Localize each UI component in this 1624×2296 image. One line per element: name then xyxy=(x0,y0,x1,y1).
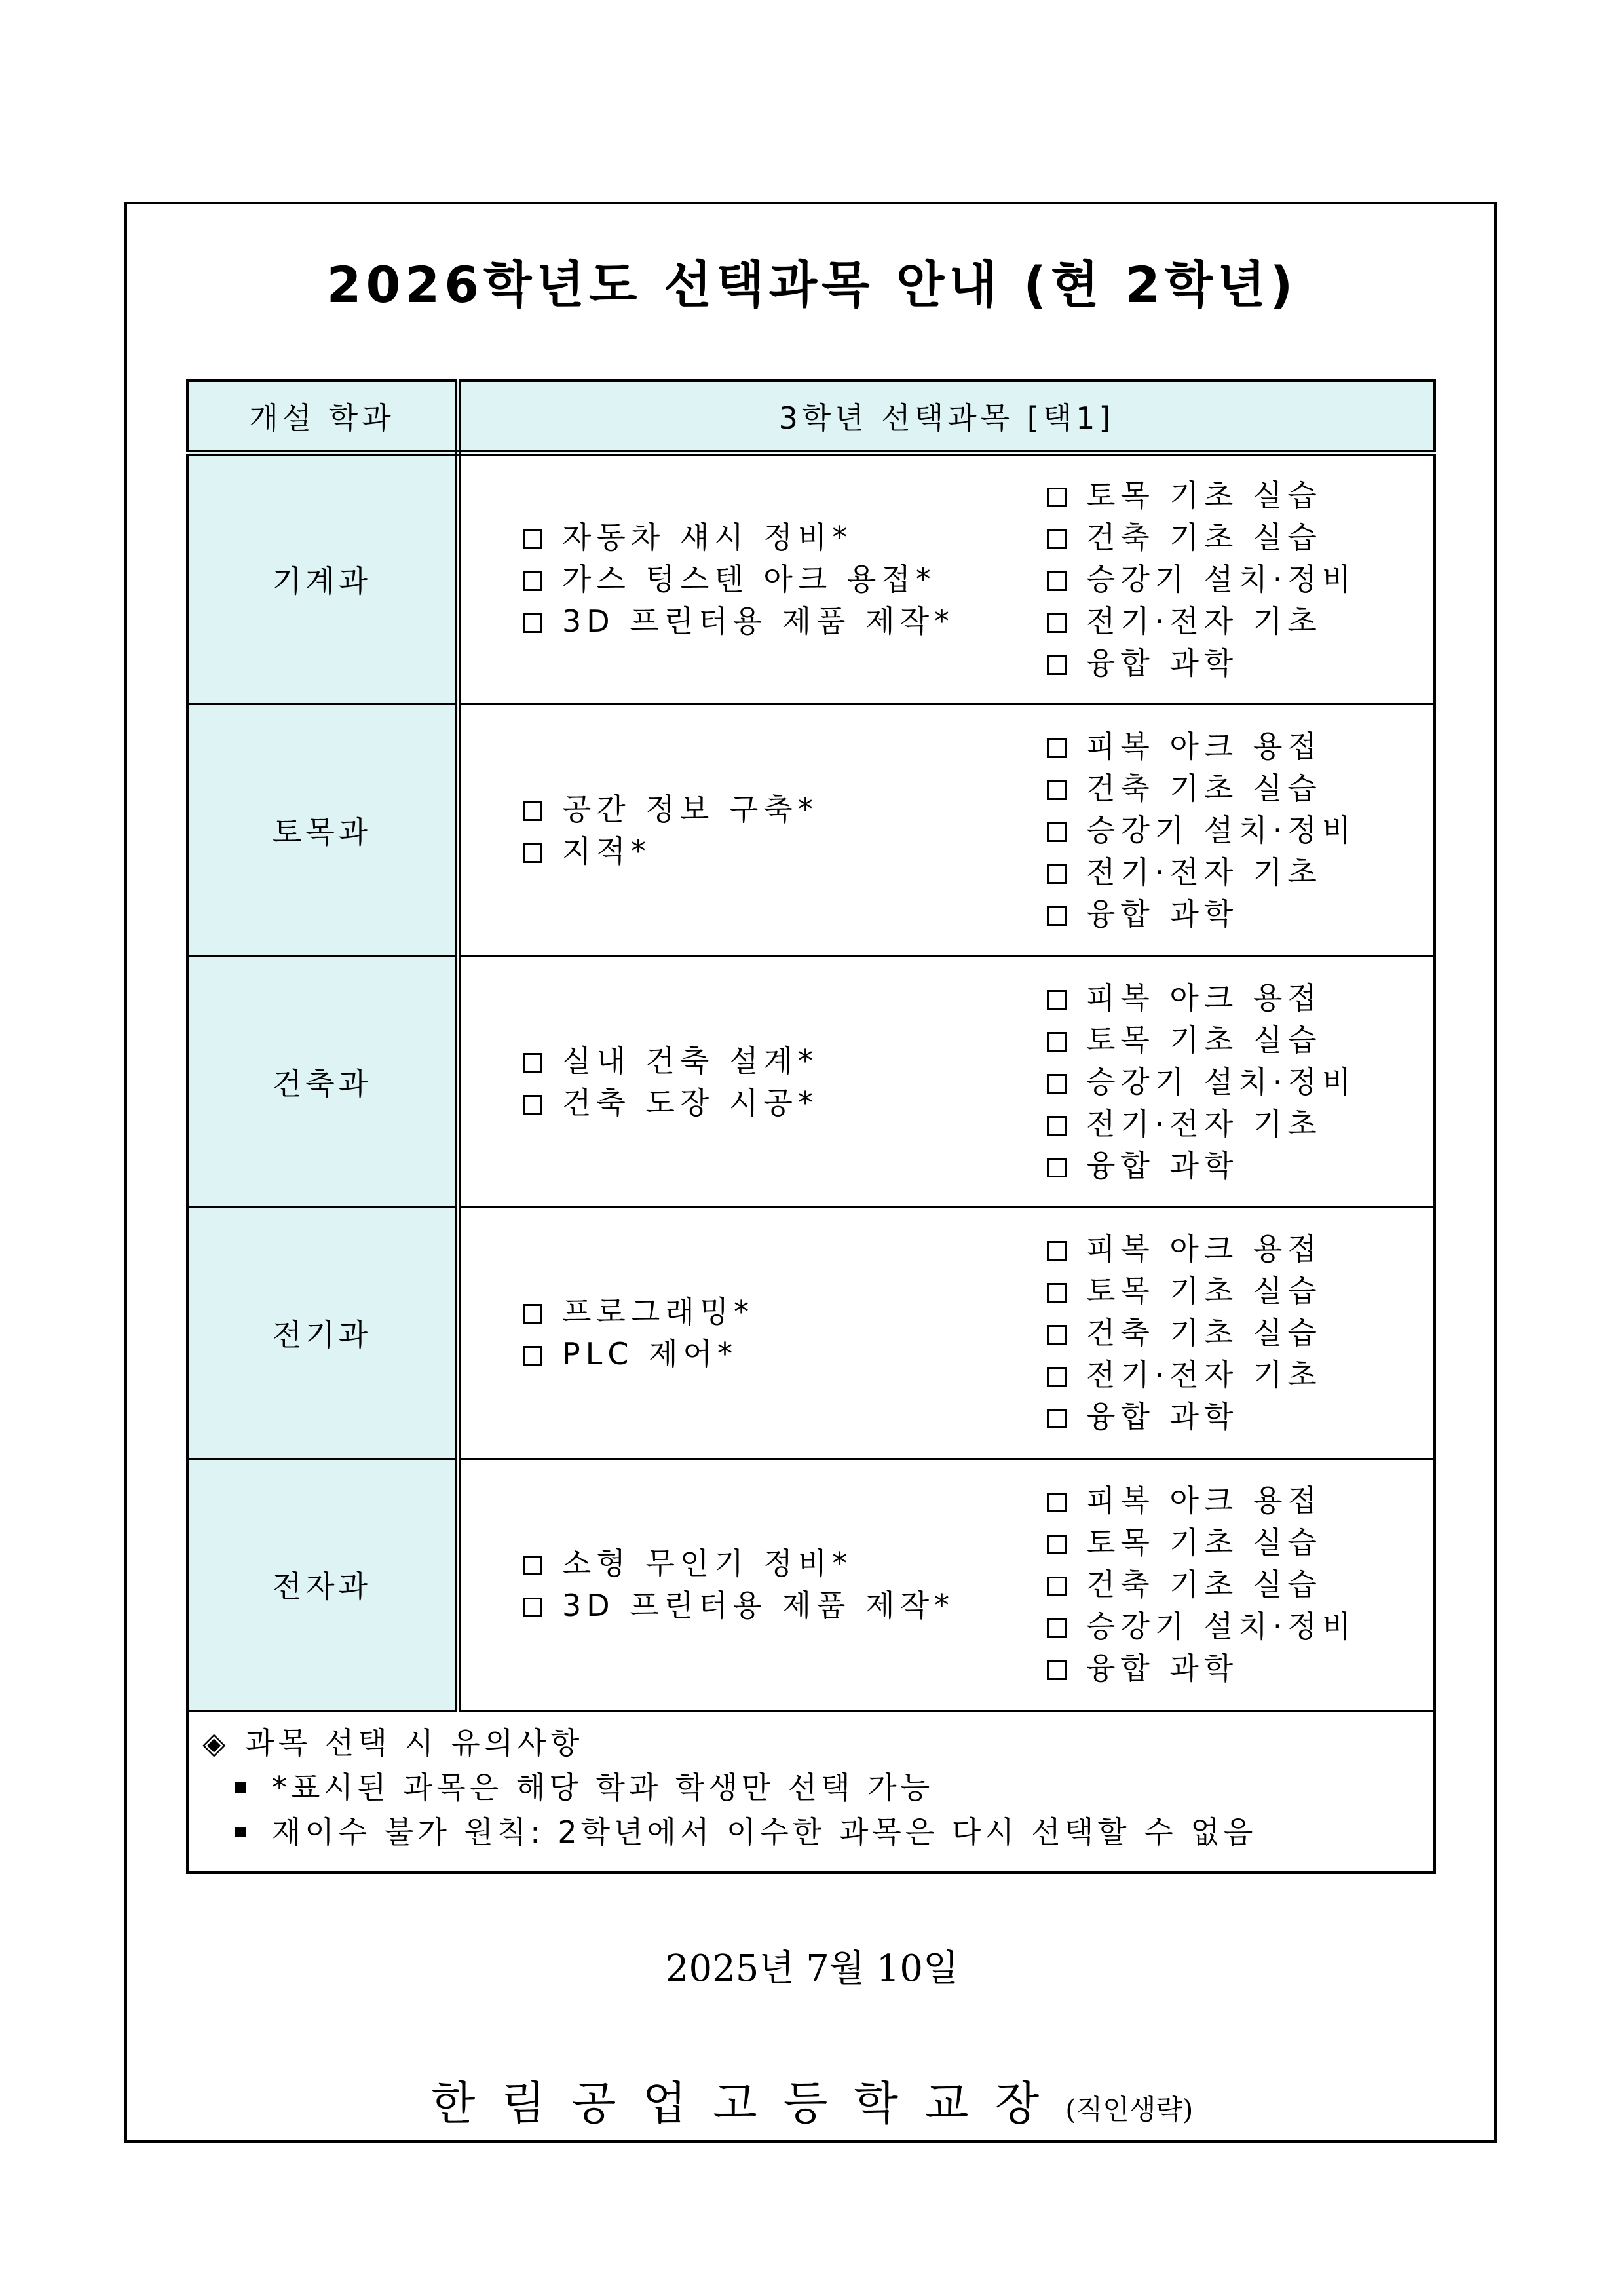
course-option[interactable] xyxy=(1047,558,1356,600)
checkbox-icon[interactable] xyxy=(1047,1618,1067,1638)
course-label: PLC 제어* xyxy=(562,1336,738,1372)
checkbox-icon[interactable] xyxy=(523,1053,542,1073)
department-name: 토목과 xyxy=(188,704,458,956)
course-label: 가스 텅스텐 아크 용접* xyxy=(562,562,936,598)
course-label: 융합 과학 xyxy=(1086,896,1239,932)
course-option[interactable] xyxy=(1047,1145,1356,1187)
common-courses xyxy=(1047,1460,1356,1710)
department-name: 전기과 xyxy=(188,1208,458,1459)
checkbox-icon[interactable] xyxy=(1047,906,1067,926)
page-title: 2026학년도 선택과목 안내 (현 2학년) xyxy=(326,256,1298,314)
course-label: 소형 무인기 정비* xyxy=(562,1546,853,1582)
notes-row xyxy=(188,1710,1435,1872)
course-option[interactable] xyxy=(1047,600,1356,642)
checkbox-icon[interactable] xyxy=(523,571,542,591)
checkbox-icon[interactable] xyxy=(1047,1325,1067,1345)
checkbox-icon[interactable] xyxy=(1047,1577,1067,1596)
department-only-courses xyxy=(523,1460,954,1710)
course-label: 토목 기초 실습 xyxy=(1086,1273,1322,1309)
course-option[interactable] xyxy=(523,1291,754,1333)
course-option[interactable] xyxy=(1047,1019,1356,1061)
course-label: 토목 기초 실습 xyxy=(1086,1525,1322,1561)
course-option[interactable] xyxy=(523,516,954,558)
course-options-cell xyxy=(458,956,1435,1208)
course-option[interactable] xyxy=(1047,1480,1356,1521)
checkbox-icon[interactable] xyxy=(523,1556,542,1575)
checkbox-icon[interactable] xyxy=(523,613,542,633)
course-option[interactable] xyxy=(1047,767,1356,809)
course-label: 융합 과학 xyxy=(1086,1399,1239,1435)
checkbox-icon[interactable] xyxy=(523,1095,542,1115)
checkbox-icon[interactable] xyxy=(1047,780,1067,800)
course-label: 건축 기초 실습 xyxy=(1086,770,1322,806)
department-only-courses xyxy=(523,456,954,704)
common-courses xyxy=(1047,705,1356,955)
course-label: 실내 건축 설계* xyxy=(562,1043,818,1079)
table-row xyxy=(188,704,1435,956)
course-label: 융합 과학 xyxy=(1086,1651,1239,1687)
course-option[interactable] xyxy=(523,600,954,642)
course-options-cell xyxy=(458,1459,1435,1710)
course-label: 토목 기초 실습 xyxy=(1086,1022,1322,1058)
course-label: 지적* xyxy=(562,833,651,869)
square-bullet-icon xyxy=(235,1827,246,1837)
course-label: 전기·전자 기초 xyxy=(1086,603,1322,640)
course-option[interactable] xyxy=(1047,1647,1356,1689)
course-label: 전기·전자 기초 xyxy=(1086,854,1322,890)
department-only-courses xyxy=(523,957,818,1206)
course-label: 자동차 섀시 정비* xyxy=(562,520,853,556)
checkbox-icon[interactable] xyxy=(1047,1535,1067,1554)
course-option[interactable] xyxy=(1047,1312,1322,1354)
course-option[interactable] xyxy=(1047,725,1356,767)
common-courses xyxy=(1047,1208,1322,1458)
checkbox-icon[interactable] xyxy=(1047,864,1067,884)
course-label: 피복 아크 용접 xyxy=(1086,1231,1322,1267)
notes-title: ◈ 과목 선택 시 유의사항 xyxy=(202,1725,584,1761)
square-bullet-icon xyxy=(235,1782,246,1793)
course-label: 융합 과학 xyxy=(1086,1147,1239,1183)
course-option[interactable] xyxy=(523,1584,954,1626)
note-item: *표시된 과목은 해당 학과 학생만 선택 가능 xyxy=(202,1765,1433,1810)
course-label: 건축 기초 실습 xyxy=(1086,1315,1322,1351)
principal-title: 한림공업고등학교장 xyxy=(430,2076,1066,2130)
header-department: 개설 학과 xyxy=(188,381,458,453)
checkbox-icon[interactable] xyxy=(523,529,542,549)
checkbox-icon[interactable] xyxy=(1047,738,1067,758)
course-option[interactable] xyxy=(1047,809,1356,851)
course-option[interactable] xyxy=(1047,1563,1356,1605)
course-label: 피복 아크 용접 xyxy=(1086,980,1322,1016)
checkbox-icon[interactable] xyxy=(523,801,542,821)
checkbox-icon[interactable] xyxy=(1047,1283,1067,1303)
course-label: 융합 과학 xyxy=(1086,645,1239,681)
table-header-row xyxy=(188,381,1435,453)
course-label: 전기·전자 기초 xyxy=(1086,1357,1322,1393)
course-label: 피복 아크 용접 xyxy=(1086,1483,1322,1519)
course-label: 토목 기초 실습 xyxy=(1086,478,1322,514)
table-row xyxy=(188,1459,1435,1710)
checkbox-icon[interactable] xyxy=(1047,1409,1067,1428)
checkbox-icon[interactable] xyxy=(1047,822,1067,842)
common-courses xyxy=(1047,456,1356,704)
checkbox-icon[interactable] xyxy=(1047,613,1067,633)
table-row xyxy=(188,453,1435,704)
checkbox-icon[interactable] xyxy=(1047,990,1067,1010)
table-row xyxy=(188,1208,1435,1459)
diamond-icon: ◈ xyxy=(202,1725,230,1761)
checkbox-icon[interactable] xyxy=(523,843,542,863)
checkbox-icon[interactable] xyxy=(1047,1241,1067,1261)
checkbox-icon[interactable] xyxy=(1047,488,1067,507)
course-label: 공간 정보 구축* xyxy=(562,791,818,827)
course-option[interactable] xyxy=(1047,893,1356,935)
course-label: 건축 기초 실습 xyxy=(1086,520,1322,556)
course-option[interactable] xyxy=(523,1082,818,1124)
course-label: 승강기 설치·정비 xyxy=(1086,812,1357,848)
course-option[interactable] xyxy=(523,1542,954,1584)
department-name: 전자과 xyxy=(188,1459,458,1710)
course-option[interactable] xyxy=(523,788,818,830)
checkbox-icon[interactable] xyxy=(1047,529,1067,549)
checkbox-icon[interactable] xyxy=(1047,1493,1067,1512)
checkbox-icon[interactable] xyxy=(1047,1032,1067,1052)
course-option[interactable] xyxy=(523,1333,754,1375)
checkbox-icon[interactable] xyxy=(1047,1116,1067,1136)
note-item: 재이수 불가 원칙: 2학년에서 이수한 과목은 다시 선택할 수 없음 xyxy=(202,1810,1433,1854)
course-option[interactable] xyxy=(1047,1605,1356,1647)
course-option[interactable] xyxy=(1047,1103,1356,1145)
course-table xyxy=(186,379,1436,1874)
course-option[interactable] xyxy=(1047,1396,1322,1438)
table-row xyxy=(188,956,1435,1208)
department-name: 기계과 xyxy=(188,453,458,704)
course-options-cell xyxy=(458,453,1435,704)
course-option[interactable] xyxy=(1047,474,1356,516)
course-option[interactable] xyxy=(1047,1228,1322,1270)
course-label: 3D 프린터용 제품 제작* xyxy=(562,603,955,640)
department-only-courses xyxy=(523,705,818,955)
course-options-cell xyxy=(458,1208,1435,1459)
issue-date: 2025년 7월 10일 xyxy=(665,1947,959,1990)
course-options-cell xyxy=(458,704,1435,956)
course-option[interactable] xyxy=(1047,1270,1322,1312)
checkbox-icon[interactable] xyxy=(1047,655,1067,675)
department-only-courses xyxy=(523,1208,754,1458)
department-name: 건축과 xyxy=(188,956,458,1208)
course-option[interactable] xyxy=(1047,977,1356,1019)
course-option[interactable] xyxy=(1047,642,1356,684)
course-option[interactable] xyxy=(1047,851,1356,893)
seal-omitted-note: (직인생략) xyxy=(1065,2094,1194,2126)
signature xyxy=(0,2071,1624,2149)
course-option[interactable] xyxy=(523,558,954,600)
checkbox-icon[interactable] xyxy=(523,1598,542,1617)
common-courses xyxy=(1047,957,1356,1206)
checkbox-icon[interactable] xyxy=(1047,1158,1067,1177)
checkbox-icon[interactable] xyxy=(523,1304,542,1324)
checkbox-icon[interactable] xyxy=(1047,1660,1067,1680)
course-option[interactable] xyxy=(523,1040,818,1082)
header-courses: 3학년 선택과목 [택1] xyxy=(458,381,1435,453)
course-option[interactable] xyxy=(1047,1061,1356,1103)
course-label: 전기·전자 기초 xyxy=(1086,1105,1322,1141)
course-label: 피복 아크 용접 xyxy=(1086,728,1322,764)
course-label: 프로그래밍* xyxy=(562,1294,755,1330)
checkbox-icon[interactable] xyxy=(523,1346,542,1366)
course-label: 승강기 설치·정비 xyxy=(1086,1609,1357,1645)
course-label: 3D 프린터용 제품 제작* xyxy=(562,1588,955,1624)
checkbox-icon[interactable] xyxy=(1047,1074,1067,1094)
checkbox-icon[interactable] xyxy=(1047,1367,1067,1387)
course-option[interactable] xyxy=(1047,1521,1356,1563)
course-option[interactable] xyxy=(523,830,818,872)
course-label: 건축 도장 시공* xyxy=(562,1084,818,1120)
course-option[interactable] xyxy=(1047,1354,1322,1396)
course-label: 승강기 설치·정비 xyxy=(1086,562,1357,598)
course-label: 승강기 설치·정비 xyxy=(1086,1063,1357,1100)
checkbox-icon[interactable] xyxy=(1047,571,1067,591)
course-option[interactable] xyxy=(1047,516,1356,558)
notes-cell xyxy=(188,1710,1435,1872)
course-label: 건축 기초 실습 xyxy=(1086,1567,1322,1603)
